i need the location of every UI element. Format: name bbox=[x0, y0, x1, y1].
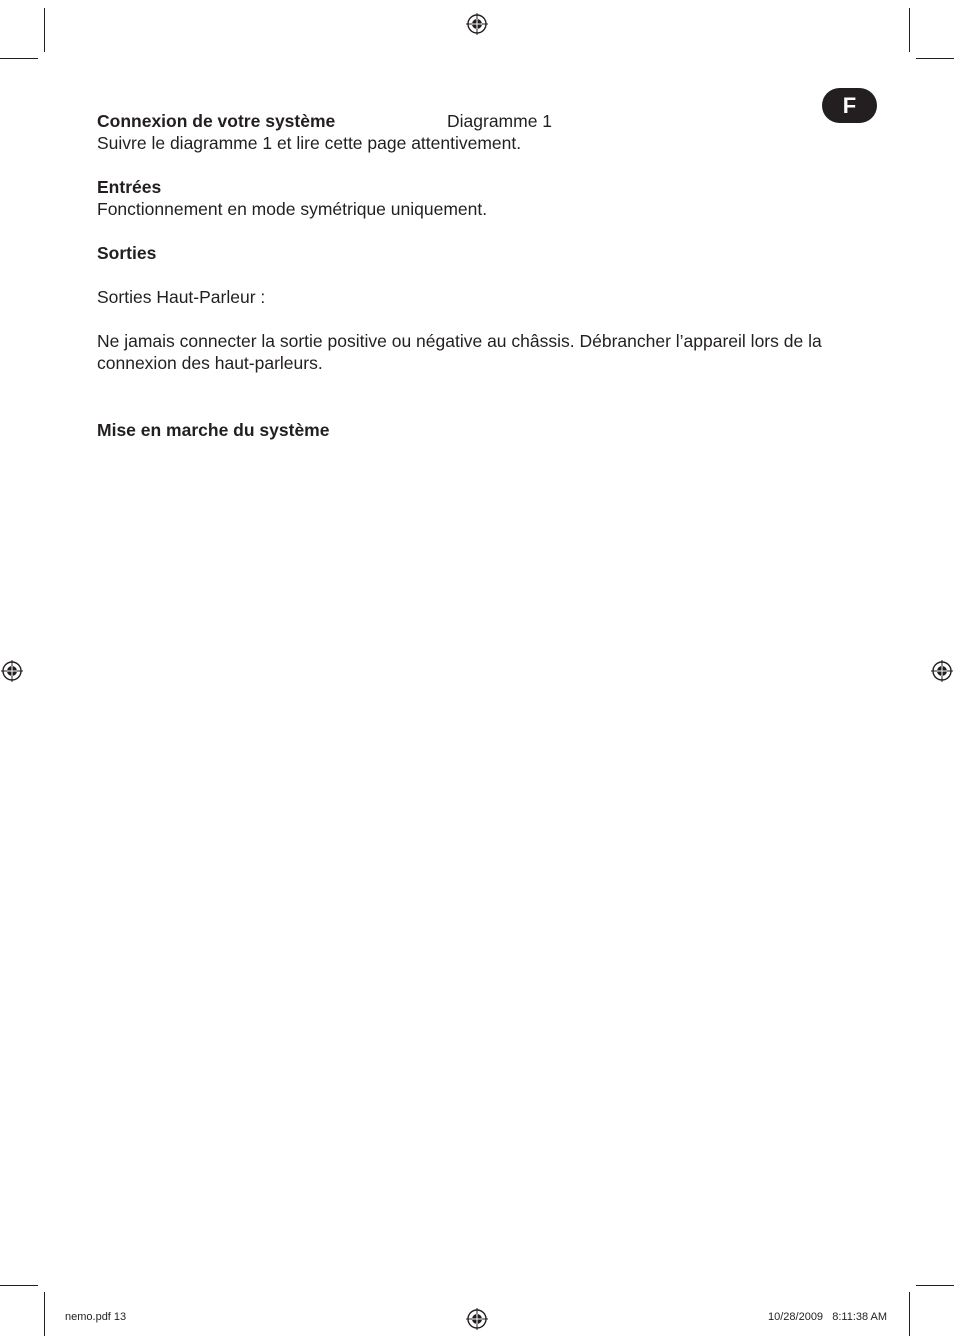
crop-mark-top-left-vertical bbox=[44, 8, 45, 52]
registration-mark-icon bbox=[465, 1307, 489, 1331]
speaker-warning-text: Ne jamais connecter la sortie positive ou négative au châssis. Débrancher l’appareil lors de la connexion des haut-parleurs. bbox=[97, 331, 822, 373]
inputs-text: Fonctionnement en mode symétrique uniquement. bbox=[97, 199, 488, 219]
registration-mark-icon bbox=[465, 12, 489, 36]
footer-file-info: nemo.pdf 13 bbox=[65, 1311, 127, 1323]
page-content bbox=[97, 110, 842, 441]
speaker-outputs-label: Sorties Haut-Parleur : bbox=[97, 287, 266, 307]
connection-text: Suivre le diagramme 1 et lire cette page attentivement. bbox=[97, 133, 522, 153]
crop-mark-bottom-left-horizontal bbox=[0, 1285, 38, 1286]
crop-mark-bottom-right-horizontal bbox=[916, 1285, 954, 1286]
startup-heading: Mise en marche du système bbox=[97, 420, 330, 440]
registration-mark-icon bbox=[930, 659, 954, 683]
crop-mark-top-left-horizontal bbox=[0, 58, 38, 59]
footer-datetime: 10/28/2009 8:11:38 AM bbox=[768, 1311, 888, 1323]
diagram-reference: Diagramme 1 bbox=[447, 111, 553, 131]
language-badge: F bbox=[822, 88, 877, 123]
crop-mark-top-right-horizontal bbox=[916, 58, 954, 59]
connection-heading: Connexion de votre système bbox=[97, 111, 336, 131]
connection-header-row bbox=[97, 110, 842, 132]
registration-mark-icon bbox=[0, 659, 24, 683]
crop-mark-bottom-right-vertical bbox=[909, 1292, 910, 1336]
crop-mark-top-right-vertical bbox=[909, 8, 910, 52]
outputs-heading: Sorties bbox=[97, 243, 157, 263]
inputs-heading: Entrées bbox=[97, 177, 162, 197]
crop-mark-bottom-left-vertical bbox=[44, 1292, 45, 1336]
